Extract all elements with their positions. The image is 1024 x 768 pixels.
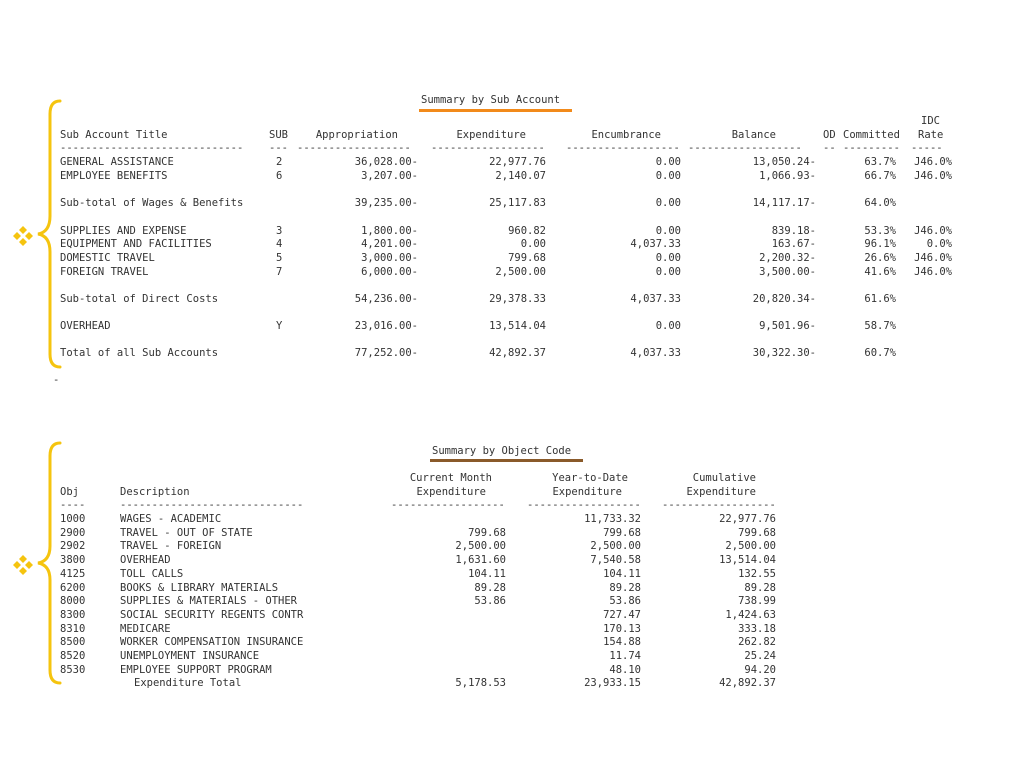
header-current-expenditure: Expenditure [416, 486, 486, 498]
title-underline [430, 459, 583, 462]
object-code-ytd-cell: 11.74 [609, 650, 641, 662]
sub-account-title-cell: Sub-total of Direct Costs [60, 293, 219, 305]
object-code-obj-cell: 8500 [60, 636, 86, 648]
object-code-cum-cell: 262.82 [738, 636, 776, 648]
object-code-obj-cell: 2900 [60, 527, 86, 539]
header-year-to-date: Year-to-Date [552, 472, 628, 484]
sub-account-title-cell: OVERHEAD [60, 320, 111, 332]
object-code-ytd-cell: 799.68 [603, 527, 641, 539]
sub-account-committed-cell: 96.1% [864, 238, 896, 250]
sub-account-balance-cell: 9,501.96- [759, 320, 816, 332]
sub-account-sub-cell: 4 [276, 238, 283, 250]
object-code-description-cell: SUPPLIES & MATERIALS - OTHER [120, 595, 298, 607]
object-code-ytd-cell: 89.28 [609, 582, 641, 594]
header-appropriation: Appropriation [315, 129, 398, 141]
header-sub: SUB [269, 129, 288, 141]
sub-account-rate-cell: J46.0% [914, 156, 952, 168]
sub-account-expenditure-cell: 42,892.37 [489, 347, 546, 359]
object-code-obj-cell: 2902 [60, 540, 86, 552]
sub-account-rate-cell: J46.0% [914, 170, 952, 182]
sub-account-expenditure-cell: 2,140.07 [495, 170, 546, 182]
object-code-description-cell: TOLL CALLS [120, 568, 184, 580]
sub-account-rate-cell: J46.0% [914, 225, 952, 237]
sub-account-rate-cell: 0.0% [926, 238, 952, 250]
sub-account-committed-cell: 58.7% [864, 320, 896, 332]
divider-balance: ------------------ [688, 142, 802, 154]
object-code-cum-cell: 1,424.63 [725, 609, 776, 621]
sub-account-balance-cell: 13,050.24- [752, 156, 816, 168]
total-ytd: 23,933.15 [584, 677, 641, 689]
header-expenditure: Expenditure [456, 129, 526, 141]
sub-account-committed-cell: 66.7% [864, 170, 896, 182]
divider-od: -- [823, 142, 836, 154]
sub-account-title-cell: SUPPLIES AND EXPENSE [60, 225, 187, 237]
object-code-ytd-cell: 48.10 [609, 664, 641, 676]
object-code-cum-cell: 333.18 [738, 623, 776, 635]
sub-account-sub-cell: 5 [276, 252, 283, 264]
sub-account-title-cell: Total of all Sub Accounts [60, 347, 219, 359]
header-balance: Balance [731, 129, 776, 141]
object-code-obj-cell: 6200 [60, 582, 86, 594]
sub-account-expenditure-cell: 29,378.33 [489, 293, 546, 305]
object-code-description-cell: WAGES - ACADEMIC [120, 513, 222, 525]
object-code-current-cell: 2,500.00 [455, 540, 506, 552]
divider-description: ----------------------------- [120, 499, 304, 511]
object-code-ytd-cell: 170.13 [603, 623, 641, 635]
object-code-ytd-cell: 11,733.32 [584, 513, 641, 525]
object-code-cum-cell: 94.20 [744, 664, 776, 676]
divider-rate: ----- [911, 142, 943, 154]
divider-current: ------------------ [391, 499, 505, 511]
sub-account-balance-cell: 2,200.32- [759, 252, 816, 264]
header-committed: Committed [843, 129, 900, 141]
object-code-description-cell: MEDICARE [120, 623, 171, 635]
object-code-obj-cell: 8000 [60, 595, 86, 607]
diamond-cluster-icon [12, 225, 34, 247]
sub-account-balance-cell: 14,117.17- [752, 197, 816, 209]
sub-account-expenditure-cell: 2,500.00 [495, 266, 546, 278]
divider-encumbrance: ------------------ [566, 142, 680, 154]
header-cumulative-expenditure: Expenditure [686, 486, 756, 498]
sub-account-expenditure-cell: 13,514.04 [489, 320, 546, 332]
divider-appropriation: ------------------ [297, 142, 411, 154]
sub-account-sub-cell: 6 [276, 170, 283, 182]
header-encumbrance: Encumbrance [591, 129, 661, 141]
sub-account-committed-cell: 61.6% [864, 293, 896, 305]
sub-account-expenditure-cell: 25,117.83 [489, 197, 546, 209]
object-code-obj-cell: 8300 [60, 609, 86, 621]
sub-account-appropriation-cell: 39,235.00- [354, 197, 418, 209]
sub-account-encumbrance-cell: 4,037.33 [630, 293, 681, 305]
divider-ytd: ------------------ [527, 499, 641, 511]
object-code-description-cell: BOOKS & LIBRARY MATERIALS [120, 582, 279, 594]
header-description: Description [120, 486, 190, 498]
object-code-current-cell: 104.11 [468, 568, 506, 580]
sub-account-encumbrance-cell: 4,037.33 [630, 238, 681, 250]
object-code-cum-cell: 132.55 [738, 568, 776, 580]
object-code-cum-cell: 13,514.04 [719, 554, 776, 566]
object-code-description-cell: UNEMPLOYMENT INSURANCE [120, 650, 260, 662]
sub-account-appropriation-cell: 4,201.00- [361, 238, 418, 250]
sub-account-appropriation-cell: 1,800.00- [361, 225, 418, 237]
sub-account-committed-cell: 60.7% [864, 347, 896, 359]
sub-account-committed-cell: 64.0% [864, 197, 896, 209]
object-code-description-cell: TRAVEL - FOREIGN [120, 540, 222, 552]
sub-account-balance-cell: 1,066.93- [759, 170, 816, 182]
sub-account-title-cell: DOMESTIC TRAVEL [60, 252, 155, 264]
object-code-obj-cell: 8520 [60, 650, 86, 662]
object-code-current-cell: 799.68 [468, 527, 506, 539]
object-code-cum-cell: 25.24 [744, 650, 776, 662]
sub-account-committed-cell: 63.7% [864, 156, 896, 168]
object-code-ytd-cell: 2,500.00 [590, 540, 641, 552]
sub-account-rate-cell: J46.0% [914, 252, 952, 264]
sub-account-expenditure-cell: 799.68 [508, 252, 546, 264]
object-code-description-cell: TRAVEL - OUT OF STATE [120, 527, 253, 539]
sub-account-expenditure-cell: 960.82 [508, 225, 546, 237]
sub-account-encumbrance-cell: 4,037.33 [630, 347, 681, 359]
sub-account-encumbrance-cell: 0.00 [655, 156, 681, 168]
sub-account-appropriation-cell: 3,207.00- [361, 170, 418, 182]
object-code-ytd-cell: 727.47 [603, 609, 641, 621]
object-code-description-cell: SOCIAL SECURITY REGENTS CONTR [120, 609, 304, 621]
object-code-obj-cell: 1000 [60, 513, 86, 525]
divider-title: ----------------------------- [60, 142, 244, 154]
sub-account-encumbrance-cell: 0.00 [655, 197, 681, 209]
sub-account-encumbrance-cell: 0.00 [655, 266, 681, 278]
object-code-obj-cell: 4125 [60, 568, 86, 580]
sub-account-sub-cell: 3 [276, 225, 283, 237]
object-code-obj-cell: 8530 [60, 664, 86, 676]
object-code-obj-cell: 8310 [60, 623, 86, 635]
sub-account-sub-cell: Y [276, 320, 283, 332]
sub-account-encumbrance-cell: 0.00 [655, 252, 681, 264]
total-current: 5,178.53 [455, 677, 506, 689]
diamond-cluster-icon [12, 554, 34, 576]
sub-account-appropriation-cell: 3,000.00- [361, 252, 418, 264]
sub-account-rate-cell: J46.0% [914, 266, 952, 278]
header-sub-account-title: Sub Account Title [60, 129, 168, 141]
object-code-cum-cell: 738.99 [738, 595, 776, 607]
divider-sub: --- [269, 142, 288, 154]
sub-account-balance-cell: 30,322.30- [752, 347, 816, 359]
sub-account-appropriation-cell: 23,016.00- [354, 320, 418, 332]
sub-account-title-cell: GENERAL ASSISTANCE [60, 156, 174, 168]
object-code-ytd-cell: 7,540.58 [590, 554, 641, 566]
object-code-current-cell: 89.28 [474, 582, 506, 594]
sub-account-title-cell: FOREIGN TRAVEL [60, 266, 149, 278]
sub-account-encumbrance-cell: 0.00 [655, 320, 681, 332]
sub-account-title-cell: Sub-total of Wages & Benefits [60, 197, 244, 209]
object-code-obj-cell: 3800 [60, 554, 86, 566]
sub-account-balance-cell: 3,500.00- [759, 266, 816, 278]
object-code-ytd-cell: 53.86 [609, 595, 641, 607]
sub-account-committed-cell: 53.3% [864, 225, 896, 237]
header-ytd-expenditure: Expenditure [552, 486, 622, 498]
header-idc: IDC [921, 115, 940, 127]
sub-account-expenditure-cell: 22,977.76 [489, 156, 546, 168]
object-code-current-cell: 53.86 [474, 595, 506, 607]
divider-committed: --------- [843, 142, 900, 154]
sub-account-title-cell: EQUIPMENT AND FACILITIES [60, 238, 212, 250]
sub-account-committed-cell: 26.6% [864, 252, 896, 264]
sub-account-committed-cell: 41.6% [864, 266, 896, 278]
object-code-description-cell: EMPLOYEE SUPPORT PROGRAM [120, 664, 272, 676]
header-current-month: Current Month [409, 472, 492, 484]
header-rate: Rate [918, 129, 944, 141]
sub-account-encumbrance-cell: 0.00 [655, 170, 681, 182]
divider-obj: ---- [60, 499, 86, 511]
object-code-current-cell: 1,631.60 [455, 554, 506, 566]
total-cumulative: 42,892.37 [719, 677, 776, 689]
header-od: OD [823, 129, 836, 141]
object-code-cum-cell: 2,500.00 [725, 540, 776, 552]
object-code-cum-cell: 22,977.76 [719, 513, 776, 525]
object-code-cum-cell: 799.68 [738, 527, 776, 539]
object-code-description-cell: OVERHEAD [120, 554, 171, 566]
sub-account-title-cell: EMPLOYEE BENEFITS [60, 170, 168, 182]
sub-account-appropriation-cell: 36,028.00- [354, 156, 418, 168]
object-code-summary-title: Summary by Object Code [432, 445, 572, 457]
sub-account-encumbrance-cell: 0.00 [655, 225, 681, 237]
sub-account-appropriation-cell: 54,236.00- [354, 293, 418, 305]
sub-account-balance-cell: 839.18- [771, 225, 816, 237]
divider-expenditure: ------------------ [431, 142, 545, 154]
sub-account-balance-cell: 20,820.34- [752, 293, 816, 305]
divider-cumulative: ------------------ [662, 499, 776, 511]
sub-account-balance-cell: 163.67- [771, 238, 816, 250]
expenditure-total-label: Expenditure Total [134, 677, 242, 689]
object-code-ytd-cell: 154.88 [603, 636, 641, 648]
header-cumulative: Cumulative [692, 472, 756, 484]
sub-account-sub-cell: 2 [276, 156, 283, 168]
sub-account-summary-title: Summary by Sub Account [421, 94, 561, 106]
object-code-cum-cell: 89.28 [744, 582, 776, 594]
sub-account-appropriation-cell: 77,252.00- [354, 347, 418, 359]
sub-account-appropriation-cell: 6,000.00- [361, 266, 418, 278]
object-code-ytd-cell: 104.11 [603, 568, 641, 580]
sub-account-expenditure-cell: 0.00 [520, 238, 546, 250]
title-underline [419, 109, 572, 112]
sub-account-sub-cell: 7 [276, 266, 283, 278]
trailing-dash-mark: - [53, 374, 60, 386]
header-obj: Obj [60, 486, 79, 498]
object-code-description-cell: WORKER COMPENSATION INSURANCE [120, 636, 304, 648]
